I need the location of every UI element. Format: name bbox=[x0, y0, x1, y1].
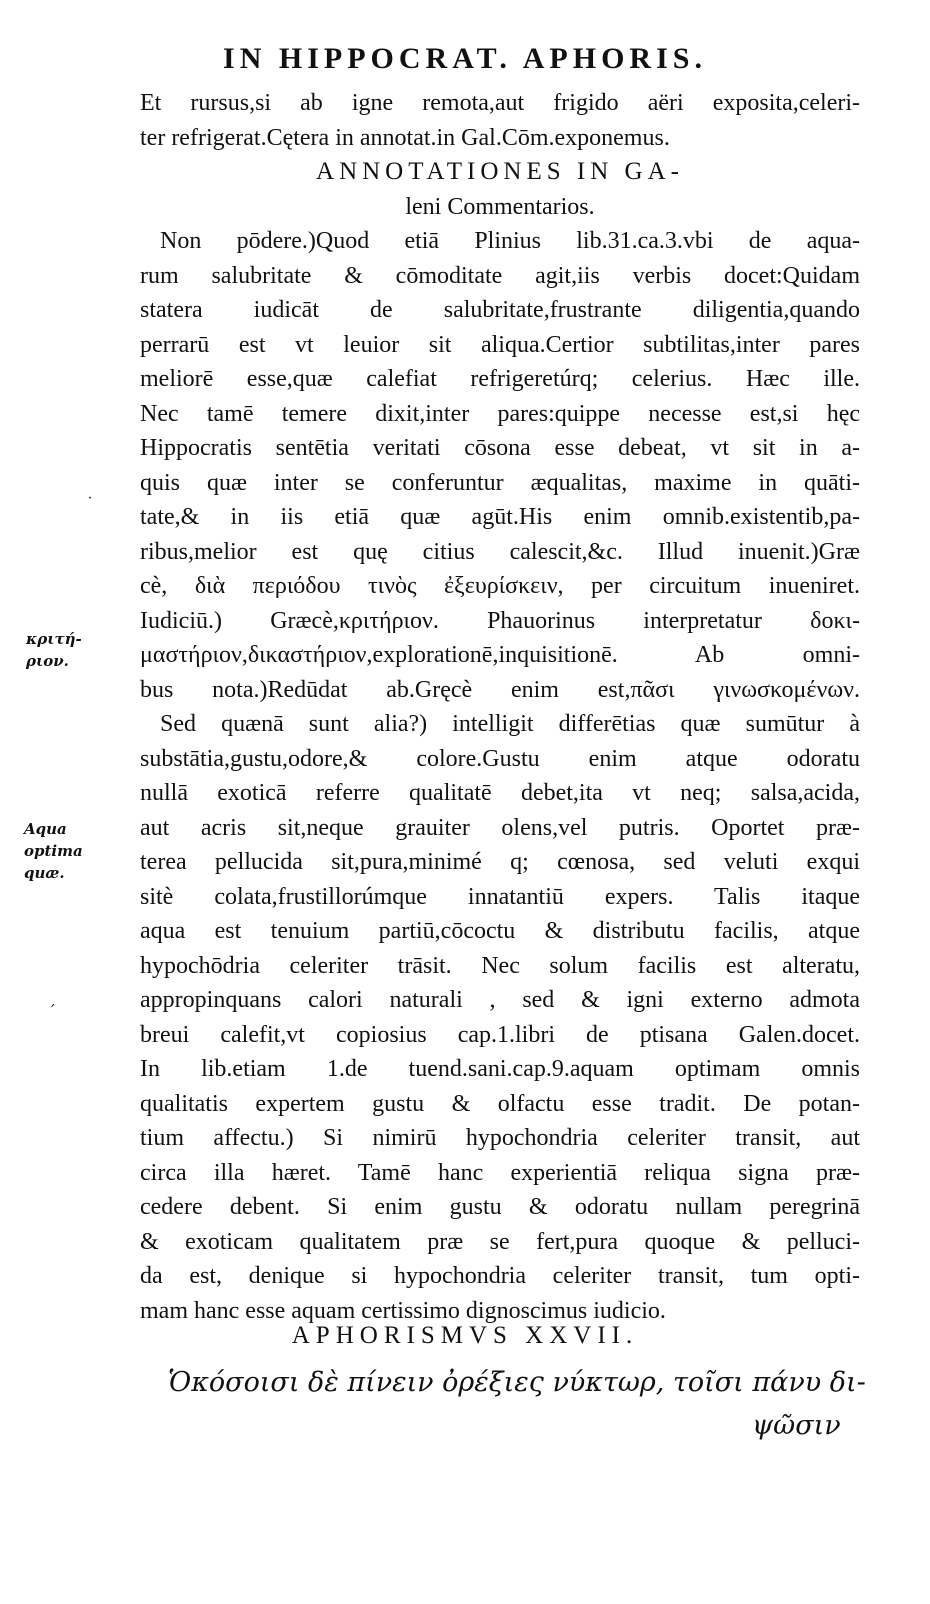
text-line: ter refrigerat.Cętera in annotat.in Gal.Cōm.exponemus. bbox=[140, 124, 670, 151]
text-line: da est, denique si hypochondria celeriter transit, tum opti- bbox=[140, 1263, 860, 1289]
text-line: appropinquans calori naturali , sed & igni externo admota bbox=[140, 987, 860, 1013]
text-line: circa illa hæret. Tamē hanc experientiā reliqua signa præ- bbox=[140, 1159, 860, 1186]
text-line: Iudiciū.) Græcè,κριτήριον. Phauorinus interpretatur δοκι- bbox=[140, 607, 860, 634]
text-line: cedere debent. Si enim gustu & odoratu nullam peregrinā bbox=[140, 1194, 860, 1220]
text-line: tium affectu.) Si nimirū hypochondria celeriter transit, aut bbox=[140, 1125, 860, 1151]
text-line: mam hanc esse aquam certissimo dignoscimus iudicio. bbox=[140, 1297, 666, 1324]
text-line: Sed quænā sunt alia?) intelligit differētias quæ sumūtur à bbox=[160, 711, 860, 737]
text-line: Nec tamē temere dixit,inter pares:quippe necesse est,si hęc bbox=[140, 400, 860, 427]
text-line: statera iudicāt de salubritate,frustrante diligentia,quando bbox=[140, 297, 860, 323]
text-line: In lib.etiam 1.de tuend.sani.cap.9.aquam optimam omnis bbox=[140, 1056, 860, 1082]
text-line: sitè colata,frustillorúmque innatantiū expers. Talis itaque bbox=[140, 883, 860, 910]
text-line: aut acris sit,neque grauiter olens,vel putris. Oportet præ- bbox=[140, 814, 860, 841]
text-line: qualitatis expertem gustu & olfactu esse tradit. De potan- bbox=[140, 1090, 860, 1117]
text-line: breui calefit,vt copiosius cap.1.libri de ptisana Galen.docet. bbox=[140, 1021, 860, 1048]
greek-aphorism-line: Ὁκόσοισι δὲ πίνειν ὀρέξιες νύκτωρ, τοῖσι πάνυ δι- bbox=[168, 1367, 866, 1398]
text-line: quis quæ inter se conferuntur æqualitas, maxime in quāti- bbox=[140, 469, 860, 496]
aphorism-title: APHORISMVS XXVII. bbox=[291, 1322, 639, 1349]
margin-note-kriterion: κριτή- ριον. bbox=[26, 630, 82, 670]
text-line: ribus,melior est quę citius calescit,&c. Illud inuenit.)Græ bbox=[140, 538, 860, 565]
text-line: substātia,gustu,odore,& colore.Gustu enim atque odoratu bbox=[140, 745, 860, 772]
main-text-block bbox=[140, 86, 860, 1328]
section-heading: ANNOTATIONES IN GA- bbox=[316, 158, 684, 185]
text-line: meliorē esse,quæ calefiat refrigeretúrq; celerius. Hæc ille. bbox=[140, 366, 860, 392]
text-line: tate,& in iis etiā quæ agūt.His enim omnib.existentib,pa- bbox=[140, 504, 860, 530]
greek-aphorism-line-continued: ψῶσιν bbox=[752, 1410, 841, 1441]
margin-note-aqua-optima: Aqua optima quæ. bbox=[24, 820, 83, 882]
text-line: rum salubritate & cōmoditate agit,iis verbis docet:Quidam bbox=[140, 262, 860, 289]
text-line: Et rursus,si ab igne remota,aut frigido aëri exposita,celeri- bbox=[140, 90, 860, 116]
text-line: & exoticam qualitatem præ se fert,pura quoque & pelluci- bbox=[140, 1228, 860, 1255]
text-line: perrarū est vt leuior sit aliqua.Certior subtilitas,inter pares bbox=[140, 331, 860, 358]
running-head: IN HIPPOCRAT. APHORIS. bbox=[223, 42, 707, 75]
text-line: hypochōdria celeriter trāsit. Nec solum facilis est alteratu, bbox=[140, 952, 860, 979]
text-line: bus nota.)Redūdat ab.Gręcè enim est,πᾶσι γινωσκομένων. bbox=[140, 676, 860, 703]
text-line: cè, διὰ περιόδου τινὸς ἐξευρίσκειν, per circuitum inueniret. bbox=[140, 573, 860, 599]
text-line: μαστήριον,δικαστήριον,explorationē,inquisitionē. Ab omni- bbox=[140, 642, 860, 668]
text-line: Non pōdere.)Quod etiā Plinius lib.31.ca.3.vbi de aqua- bbox=[160, 228, 860, 254]
text-line: Hippocratis sentētia veritati cōsona esse debeat, vt sit in a- bbox=[140, 435, 860, 461]
margin-mark: ˙ bbox=[86, 494, 94, 513]
margin-mark: ˊ bbox=[48, 1002, 56, 1021]
text-line: nullā exoticā referre qualitatē debet,ita vt neq; salsa,acida, bbox=[140, 780, 860, 806]
text-line: terea pellucida sit,pura,minimé q; cœnosa, sed veluti exqui bbox=[140, 849, 860, 875]
text-line: aqua est tenuium partiū,cōcoctu & distributu facilis, atque bbox=[140, 918, 860, 944]
section-heading-continued: leni Commentarios. bbox=[405, 193, 595, 220]
